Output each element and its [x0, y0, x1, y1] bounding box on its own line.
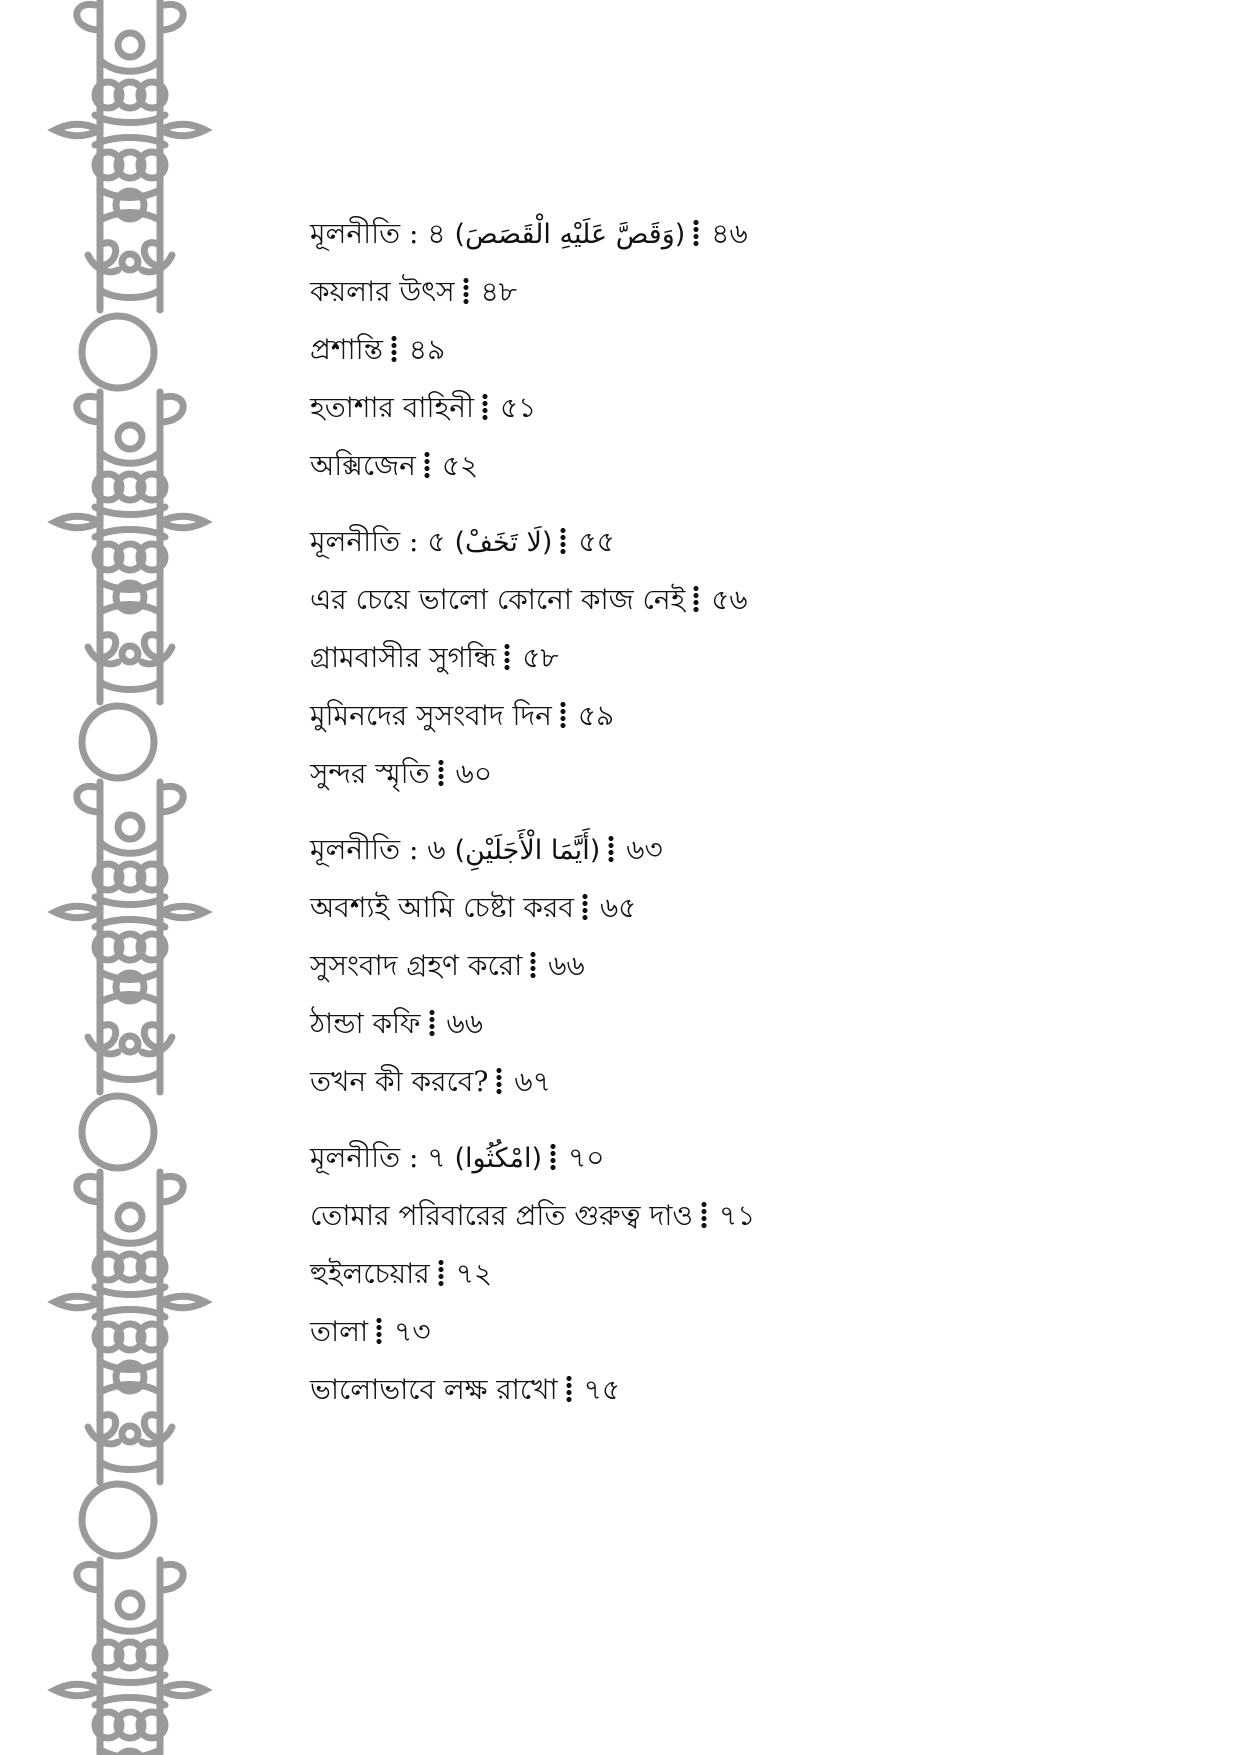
entry-title: তালা [310, 1315, 369, 1348]
toc-entry[interactable] [310, 687, 1210, 745]
principle-arabic: (وَقَصَّ عَلَيْهِ الْقَصَصَ) [454, 219, 686, 250]
toc-entry[interactable] [310, 629, 1210, 687]
dotted-separator [566, 1375, 572, 1403]
principle-label: মূলনীতি : ৪ [310, 217, 446, 250]
entry-title: হুইলচেয়ার [310, 1257, 430, 1290]
entry-title: গ্রামবাসীর সুগন্ধি [310, 641, 497, 674]
page-number: ৭৫ [583, 1373, 621, 1406]
toc-section-4 [310, 1129, 1210, 1419]
entry-title: প্রশান্তি [310, 333, 383, 366]
toc-entry[interactable] [310, 1361, 1210, 1419]
toc-principle-row[interactable] [310, 821, 1210, 879]
toc-entry[interactable] [310, 321, 1210, 379]
toc-entry[interactable] [310, 745, 1210, 803]
table-of-contents [310, 205, 1210, 1437]
entry-title: অক্সিজেন [310, 449, 416, 482]
toc-principle-row[interactable] [310, 1129, 1210, 1187]
dotted-separator [424, 451, 430, 479]
toc-entry[interactable] [310, 1303, 1210, 1361]
toc-entry[interactable] [310, 379, 1210, 437]
toc-entry[interactable] [310, 437, 1210, 495]
toc-entry[interactable] [310, 263, 1210, 321]
entry-title: এর চেয়ে ভালো কোনো কাজ নেই [310, 583, 686, 616]
dotted-separator [429, 1009, 435, 1037]
toc-entry[interactable] [310, 879, 1210, 937]
entry-title: ঠান্ডা কফি [310, 1007, 421, 1040]
entry-title: তোমার পরিবারের প্রতি গুরুত্ব দাও [310, 1199, 693, 1232]
page-number: ৫২ [441, 449, 479, 482]
entry-title: মুমিনদের সুসংবাদ দিন [310, 699, 552, 732]
toc-section-1 [310, 205, 1210, 495]
page-number: ৭২ [455, 1257, 493, 1290]
toc-section-3 [310, 821, 1210, 1111]
dotted-separator [608, 835, 614, 863]
decorative-border-ornament [0, 0, 220, 1755]
page-number: ৫৮ [522, 641, 559, 674]
dotted-separator [693, 219, 699, 247]
toc-principle-row[interactable] [310, 205, 1210, 263]
page-number: ৫১ [499, 391, 537, 424]
page-number: ৬৫ [599, 891, 637, 924]
toc-entry[interactable] [310, 995, 1210, 1053]
dotted-separator [550, 1143, 556, 1171]
toc-entry[interactable] [310, 1187, 1210, 1245]
page-number: ৪৬ [711, 217, 748, 250]
entry-title: কয়লার উৎস [310, 275, 455, 308]
page-number: ৪৮ [480, 275, 517, 308]
page-number: ৫৫ [578, 525, 615, 558]
dotted-separator [463, 277, 469, 305]
dotted-separator [560, 701, 566, 729]
dotted-separator [438, 1259, 444, 1287]
page-number: ৫৯ [577, 699, 615, 732]
dotted-separator [482, 393, 488, 421]
dotted-separator [582, 893, 588, 921]
toc-principle-row[interactable] [310, 513, 1210, 571]
toc-entry[interactable] [310, 937, 1210, 995]
principle-arabic: (لَا تَخَفْ) [454, 527, 553, 558]
principle-label: মূলনীতি : ৭ [310, 1141, 446, 1174]
dotted-separator [560, 527, 566, 555]
principle-arabic: (امْكُثُوا) [454, 1143, 543, 1174]
page-number: ৭০ [568, 1141, 605, 1174]
toc-entry[interactable] [310, 571, 1210, 629]
entry-title: তখন কী করবে? [310, 1065, 489, 1098]
dotted-separator [693, 585, 699, 613]
principle-label: মূলনীতি : ৫ [310, 525, 446, 558]
page-number: ৭১ [718, 1199, 756, 1232]
principle-arabic: (أَيَّمَا الْأَجَلَيْنِ) [454, 835, 601, 866]
dotted-separator [496, 1067, 502, 1095]
dotted-separator [391, 335, 397, 363]
page-number: ৬৬ [548, 949, 585, 982]
dotted-separator [504, 643, 510, 671]
dotted-separator [701, 1201, 707, 1229]
page-number: ৫৬ [711, 583, 748, 616]
dotted-separator [438, 759, 444, 787]
page-number: ৪৯ [408, 333, 446, 366]
dotted-separator [376, 1317, 382, 1345]
page-number: ৬৩ [626, 833, 663, 866]
entry-title: ভালোভাবে লক্ষ রাখো [310, 1373, 558, 1406]
page-number: ৬০ [455, 757, 493, 790]
principle-label: মূলনীতি : ৬ [310, 833, 446, 866]
page-number: ৬৭ [514, 1065, 551, 1098]
dotted-separator [530, 951, 536, 979]
toc-entry[interactable] [310, 1245, 1210, 1303]
page-number: ৬৬ [446, 1007, 483, 1040]
entry-title: সুন্দর স্মৃতি [310, 757, 430, 790]
page-number: ৭৩ [394, 1315, 431, 1348]
entry-title: সুসংবাদ গ্রহণ করো [310, 949, 523, 982]
toc-entry[interactable] [310, 1053, 1210, 1111]
entry-title: হতাশার বাহিনী [310, 391, 474, 424]
toc-section-2 [310, 513, 1210, 803]
entry-title: অবশ্যই আমি চেষ্টা করব [310, 891, 574, 924]
